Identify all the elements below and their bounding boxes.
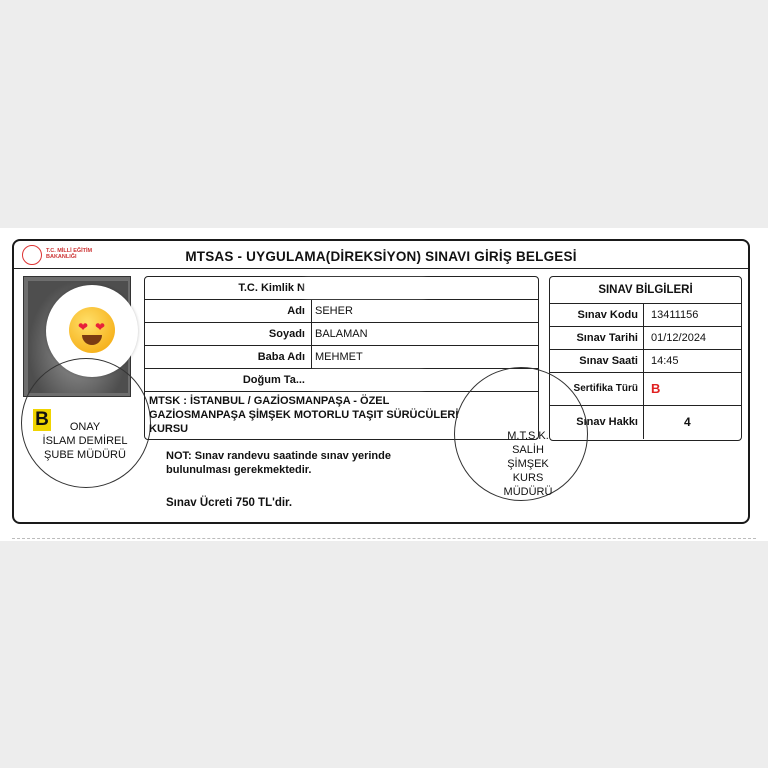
exam-label: Sınav Kodu [577, 309, 638, 321]
info-label: Doğum Ta... [242, 374, 305, 386]
director-line: M.T.S.K. [507, 430, 549, 442]
exam-row-time [550, 350, 741, 373]
director-line: ŞİMŞEK [507, 458, 549, 470]
exam-label: Sınav Saati [579, 355, 638, 367]
approval-stamp [29, 420, 141, 462]
director-line: KURS [512, 472, 544, 484]
info-label: Baba Adı [257, 351, 305, 363]
info-row-father-name [145, 346, 538, 369]
redaction [305, 279, 425, 297]
info-row-surname [145, 323, 538, 346]
info-label: T.C. Kimlik N [238, 282, 305, 294]
exam-row-date [550, 327, 741, 350]
exam-entry-document [12, 239, 750, 524]
divider [12, 538, 756, 539]
heart-eyes-emoji-icon: ❤ ❤ [69, 307, 115, 353]
info-label: Soyadı [268, 328, 305, 340]
info-row-id [145, 277, 538, 300]
director-line: MÜDÜRÜ [503, 486, 553, 498]
exam-value: 13411156 [651, 309, 699, 321]
info-label: Adı [287, 305, 305, 317]
exam-value: 4 [684, 415, 691, 429]
title-divider [14, 268, 748, 269]
certificate-type-value: B [651, 381, 661, 396]
approval-line: İSLAM DEMİREL [42, 435, 128, 447]
director-stamp [488, 429, 568, 499]
ministry-logo-text: T.C. MİLLİ EĞİTİM BAKANLIĞI [46, 248, 93, 260]
info-value: BALAMAN [315, 328, 368, 340]
approval-line: ONAY [69, 421, 101, 433]
redaction [313, 371, 423, 389]
info-value: MEHMET [315, 351, 363, 363]
info-value: SEHER [315, 305, 353, 317]
note-text: Sınav randevu saatinde sınav yerinde bulunulması gerekmektedir. [166, 450, 391, 476]
info-row-name [145, 300, 538, 323]
document-title: MTSAS - UYGULAMA(DİREKSİYON) SINAVI GİRİŞ BELGESİ [185, 249, 577, 264]
approval-line: ŞUBE MÜDÜRÜ [44, 449, 126, 461]
exam-label: Sınav Tarihi [576, 332, 638, 344]
exam-label: Sınav Hakkı [576, 416, 638, 428]
course-info: MTSK : İSTANBUL / GAZİOSMANPAŞA - ÖZEL GAZİOSMANPAŞA ŞİMŞEK MOTORLU TAŞIT SÜRÜCÜLERİ KURSU [149, 395, 459, 435]
director-line: SALİH [512, 444, 544, 456]
exam-label: Sertifika Türü [573, 383, 638, 394]
exam-row-code [550, 304, 741, 327]
exam-note [166, 449, 436, 477]
exam-value: 14:45 [651, 355, 679, 367]
exam-fee: Sınav Ücreti 750 TL'dir. [166, 497, 293, 509]
exam-info-heading: SINAV BİLGİLERİ [550, 277, 741, 304]
exam-value: 01/12/2024 [651, 332, 707, 344]
note-prefix: NOT: [166, 450, 192, 462]
license-class-badge: B [33, 409, 51, 431]
